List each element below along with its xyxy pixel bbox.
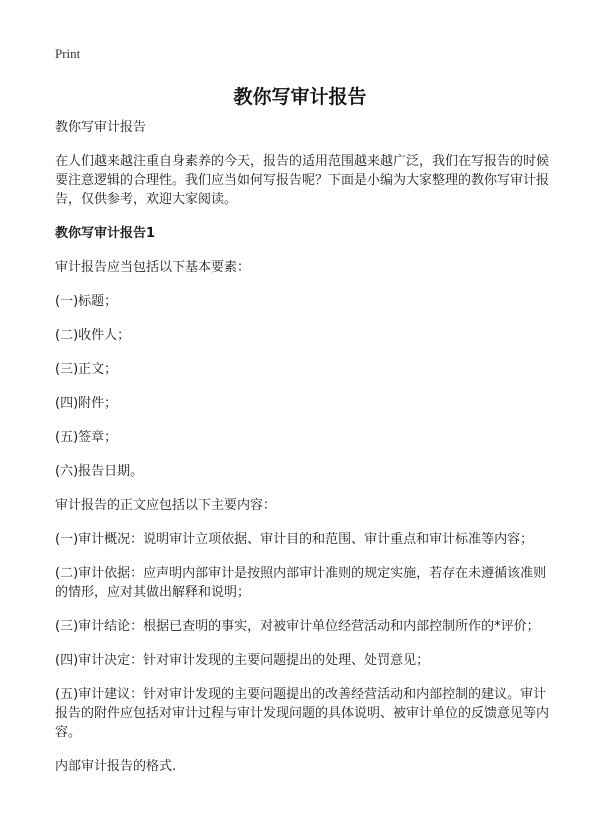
basic-element-item: (二)收件人；: [55, 328, 131, 343]
body-intro: 审计报告的正文应包括以下主要内容：: [55, 498, 277, 513]
format-line: 内部审计报告的格式.: [55, 759, 177, 774]
intro-paragraph: 在人们越来越注重自身素养的今天，报告的适用范围越来越广泛，我们在写报告的时候要注意逻辑的合理性。我们应当如何写报告呢？下面是小编为大家整理的教你写审计报告，仅供参考，欢迎大家阅读。: [55, 154, 550, 207]
body-item: (二)审计依据：应声明内部审计是按照内部审计准则的规定实施，若存在未遵循该准则的情形，应对其做出解释和说明；: [55, 566, 547, 600]
body-item: (四)审计决定：针对审计发现的主要问题提出的处理、处罚意见；: [55, 653, 430, 668]
basic-element-item: (一)标题；: [55, 294, 118, 309]
body-item: (三)审计结论：根据已查明的事实，对被审计单位经营活动和内部控制所作的*评价；: [55, 619, 540, 634]
basic-element-item: (四)附件；: [55, 396, 118, 411]
basic-element-item: (三)正文；: [55, 362, 118, 377]
print-link[interactable]: Print: [55, 46, 81, 61]
body-item: (五)审计建议：针对审计发现的主要问题提出的改善经营活动和内部控制的建议。审计报告的附件应包括对审计过程与审计发现问题的具体说明、被审计单位的反馈意见等内容。: [55, 687, 550, 740]
basic-elements-intro: 审计报告应当包括以下基本要素：: [55, 260, 251, 275]
body-item: (一)审计概况：说明审计立项依据、审计目的和范围、审计重点和审计标准等内容；: [55, 532, 534, 547]
document-subtitle: 教你写审计报告: [55, 120, 147, 135]
document-title: 教你写审计报告: [233, 86, 367, 108]
basic-element-item: (五)签章；: [55, 430, 118, 445]
section-heading: 教你写审计报告1: [55, 226, 156, 241]
basic-element-item: (六)报告日期。: [55, 464, 144, 479]
document-body: [55, 118, 550, 791]
